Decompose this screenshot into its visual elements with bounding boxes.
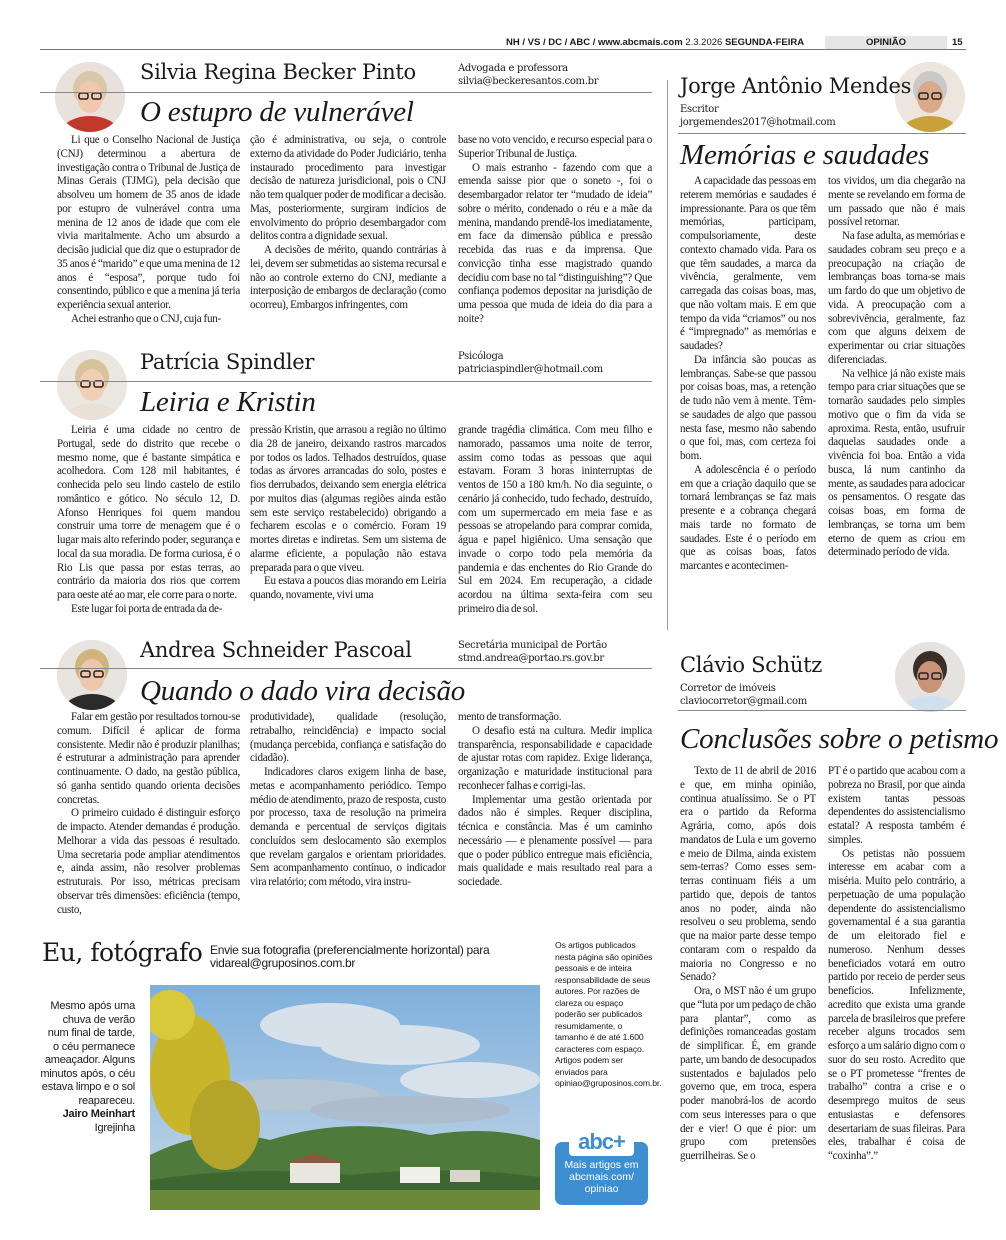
author-name: Patrícia Spindler	[140, 350, 315, 374]
paragraph: Falar em gestão por resultados tornou-se comum. Difícil é aplicar de forma consistente. Medir não é produzir planilhas; é estruturar a administração para aprender continuamente. O dado, na gestão pública, só ganha sentido quando orienta decisões concretas.	[57, 711, 240, 806]
divider	[678, 133, 966, 134]
paragraph: Os petistas não possuem interesse em acabar com a miséria. Muito pelo contrário, a perpetuação de uma população dependente do assistencialismo governamental é a sua garantia de um eleitorado fiel e numeroso. Nenhum desses beneficiados votará em outro partido por receio de perder seus benefícios. Infelizmente, acredito que exista uma grande parcela de brasileiros que prefere receber alguns trocados sem esforço a um salário digno com o suor do seu rosto. Acredito que se o PT prometesse “frentes de trabalho” contra a crise e o desemprego muitos de seus entusiastas e defensores desertariam de suas fileiras. Para eles, trabalhar é coisa de “coxinha”.”	[828, 847, 965, 1162]
publications: NH / VS / DC / ABC / www.abcmais.com	[506, 37, 683, 48]
author-photo	[57, 350, 127, 420]
section-label: OPINIÃO	[825, 36, 947, 49]
author-email[interactable]: silvia@beckeresantos.com.br	[458, 75, 599, 87]
author-role: Advogada e professora	[458, 63, 568, 74]
page-number: 15	[952, 37, 963, 48]
author-credentials	[680, 683, 807, 708]
photo-submission-note: Envie sua fotografia (preferencialmente horizontal) para vidareal@gruposinos.com.br	[210, 943, 490, 970]
paragraph: grande tragédia climática. Com meu filho e namorado, passamos uma noite de terror, assim como todas as pessoas que aqui estavam. Foram 3 horas ininterruptas de ventos de 150 a 180 km/h. No dia seguinte, o cenário já conhecido, tudo fechado, destruído, com um supermercado em meia fase e as pessoas se atropelando para comprar comida, água e papel higiênico. Uma sensação que invade o corpo todo pela memória da pandemia e das enchentes do Rio Grande do Sul em 2024. Em recuperação, a cidade acordou na última sexta-feira com seu primeiro dia de sol.	[458, 424, 652, 615]
paragraph: Ora, o MST não é um grupo que “luta por um pedaço de chão para plantar”, como as definições romanceadas gostam de simplificar. É, em grande parte, um bando de desocupados sustentados e bajulados pelo governo que, em troca, espera poder manobrá-los de acordo com seus interesses para o que der e vier! O que é pior: um grupo com pretensões guerrilheiras. Se o	[680, 985, 816, 1162]
paragraph: Indicadores claros exigem linha de base, metas e acompanhamento periódico. Tempo médio de atendimento, prazo de resposta, custo por processo, taxa de resolução na primeira demanda e percentual de serviços digitais concluídos sem deslocamento são exemplos que revelam gargalos e orientam prioridades. Sem acompanhamento contínuo, o indicador vira relatório; com método, vira instru-	[250, 766, 446, 888]
paragraph: Da infância são poucas as lembranças. Sabe-se que passou por coisas boas, mas, a retenção de tudo não vem à mente. Têm-se saudades de algo que passou nesta fase, mesmo não sabendo o que foi, mas, com certeza foi bom.	[680, 353, 816, 462]
paragraph: Na velhice já não existe mais tempo para criar situações que se tornarão saudades pelo simples motivo que o fim da vida se aproxima. Resta, então, usufruir daquelas saudades onde a vivência foi boa. Então a vida busca, lá num cantinho da mente, as saudades para adocicar os pensamentos. O resgate das coisas boas, em forma de lembranças, se torna um bem eterno de quem as criou em determinado período de vida.	[828, 367, 965, 559]
reader-photo-landscape	[150, 985, 540, 1210]
caption-text: Mesmo após uma chuva de verão num final de tarde, o céu permanece ameaçador. Alguns minutos após, o céu estava limpo e o sol reapareceu.	[40, 1000, 135, 1107]
paragraph: A adolescência é o período em que a criação daquilo que se tornará lembranças se faz mais presente e a cobrança chegará mais tarde no formato de saudades. Este é o período em que as coisas boas, fatos marcantes e acontecimen-	[680, 463, 816, 572]
article-column	[828, 765, 965, 1211]
paragraph: PT é o partido que acabou com a pobreza no Brasil, por que ainda existem tantas pessoas dependentes do assistencialismo estatal? A resposta também é simples.	[828, 765, 965, 846]
author-email[interactable]: claviocorretor@gmail.com	[680, 695, 807, 707]
paragraph: Na fase adulta, as memórias e saudades cobram seu preço e a preocupação na criação de lembranças boas torna-se mais um fardo do que um objetivo de vida. A preocupação com a sobrevivência, geralmente, faz com que alguns deixem de experimentar ou criar situações diferenciadas.	[828, 230, 965, 366]
divider	[40, 92, 652, 93]
opinion-disclaimer: Os artigos publicados nesta página são opiniões pessoais e de inteira responsabilidade de seus autores. Por razões de clareza ou espaço poderão ser publicados resumidamente, o tamanho é de até 1.600 caracteres com espaço. Artigos podem ser enviados para opiniao@gruposinos.com.br.	[555, 940, 662, 1088]
author-email[interactable]: patriciaspindler@hotmail.com	[458, 363, 603, 375]
article-title: Leiria e Kristin	[140, 386, 316, 418]
paragraph: A decisões de mérito, quando contrárias à lei, devem ser submetidas ao sistema recursal e não ao controle externo do CNJ, mediante a interposição de embargos de declaração (como ocorreu), Embargos infringentes, com	[250, 244, 446, 311]
article-column	[250, 711, 446, 921]
paragraph: pressão Kristin, que arrasou a região no último dia 28 de janeiro, deixando rastros marcados por todos os lados. Telhados destruídos, quase todas as árvores arrancadas do solo, postes e fios derrubados, deixando sem energia elétrica por muitos dias (algumas regiões ainda estão sem este serviço restabelecido) obrigando a fecharem escolas e o comércio. Foram 19 mortes diretas e indiretas. Sem um sistema de alarme eficiente, a população não estava preparada para o que viveu.	[250, 424, 446, 574]
author-credentials	[458, 351, 603, 376]
paragraph: base no voto vencido, e recurso especial para o Superior Tribunal de Justiça.	[458, 134, 652, 160]
article-column	[828, 175, 965, 631]
paragraph: A capacidade das pessoas em reterem memórias e saudades é impressionante. Para os que têm memórias, participam, compulsoriamente, deste contexto chamado vida. Para os que têm saudades, a marca da vivência, geralmente, vem carregada das coisas boas, mas, que não voltam mais. E em que tempo da vida “criamos” ou nos é “impregnado” as memórias e saudades?	[680, 175, 816, 352]
divider	[678, 710, 966, 711]
column-divider	[667, 80, 668, 630]
author-photo	[895, 642, 965, 712]
author-photo	[55, 62, 125, 132]
paragraph: O primeiro cuidado é distinguir esforço de impacto. Atender demandas é produção. Melhorar a vida das pessoas é resultado. Uma secretaria pode ampliar atendimentos e, ainda assim, não resolver problemas estruturais. Por isso, métricas precisam observar três dimensões: eficiência (tempo, custo,	[57, 807, 240, 916]
edition-date: 2.3.2026	[685, 37, 723, 48]
author-name: Jorge Antônio Mendes	[680, 74, 912, 98]
article-column	[57, 711, 240, 921]
paragraph: Texto de 11 de abril de 2016 e que, em minha opinião, continua atualíssimo. Se o PT era o partido da Reforma Agrária, como, após dois mandatos de Lula e um governo e meio de Dilma, ainda existem sem-terras? Como esses sem-terras continuam fiéis a um partido que, depois de tantos anos no poder, ainda não resolveu o seu problema, sendo que na maior parte desse tempo contaram com o respaldo da maioria no Congresso e no Senado?	[680, 765, 816, 984]
paragraph: O mais estranho - fazendo com que a emenda saisse pior que o soneto -, foi o desembargador relator ter “mudado de ideia” sobre o mérito, condenado o réu e a mãe da menina, mandando prendê-los imediatamente, em face da dimensão pública e pressão recebida das ruas e da imprensa. Que convicção tinha esse magistrado quando decidiu com base no tal “distinguishing”? Que confiança podemos depositar na jurisdição de uma pessoa que muda de ideia do dia para a noite?	[458, 161, 652, 325]
article-title: O estupro de vulnerável	[140, 96, 414, 128]
header-divider	[40, 49, 966, 50]
paragraph: Eu estava a poucos dias morando em Leiria quando, novamente, vivi uma	[250, 575, 446, 601]
promo-text[interactable]: Mais artigos em abcmais.com/ opiniao	[564, 1159, 639, 1195]
author-photo	[57, 640, 127, 710]
article-column	[458, 134, 652, 344]
photo-caption	[40, 1000, 135, 1135]
article-title: Quando o dado vira decisão	[140, 675, 466, 707]
author-role: Psicóloga	[458, 351, 504, 362]
paragraph: Implementar uma gestão orientada por dados não é simples. Requer disciplina, técnica e constância. Mas é um caminho necessário — e plenamente possível — para que o poder público entregue mais eficiência, mais qualidade e mais resultado real para a sociedade.	[458, 793, 652, 888]
divider	[40, 668, 652, 669]
article-column	[458, 424, 652, 632]
paragraph: Leiria é uma cidade no centro de Portugal, sede do distrito que recebe o mesmo nome, que é bastante simpática e acolhedora. Com 128 mil habitantes, é conhecida pelo seu lindo castelo de estilo romântico e gótico. No século 12, D. Afonso Henriques foi quem mandou construir uma torre de menagem que é o lugar mais alto referindo poder, segurança e local da sua moradia. De forma curiosa, é o Rio Lis que passa por estas terras, ao contrário da maioria dos rios que correm para oeste até ao mar, ele corre para o norte.	[57, 424, 240, 601]
article-column	[57, 424, 240, 632]
author-credentials	[458, 640, 607, 665]
author-role: Corretor de imóveis	[680, 683, 776, 694]
paragraph: tos vividos, um dia chegarão na mente se revelando em forma de um passado que não é mais possível retornar.	[828, 175, 965, 229]
author-name: Clávio Schütz	[680, 653, 823, 677]
abc-logo: abc+	[569, 1130, 634, 1156]
photo-location: Igrejinha	[94, 1121, 135, 1134]
paragraph: Li que o Conselho Nacional de Justiça (CNJ) determinou a abertura de investigação contra o Tribunal de Justiça de Minas Gerais (TJMG), pela decisão que absolveu um homem de 35 anos de idade por estupro de vulnerável contra uma menina de 12 anos de idade que com ele vivia maritalmente. Acho um absurdo a decisão judicial que diz que o estuprador de 35 anos é “marido” e que uma menina de 12 anos é “esposa”, porque tudo foi consentindo, público e que a menina já teria experiência sexual anterior.	[57, 134, 240, 311]
article-column	[57, 134, 240, 344]
paragraph: ção é administrativa, ou seja, o controle externo da atividade do Poder Judiciário, tenha instaurado procedimento para investigar decisão de natureza jurisdicional, pois o CNJ não tem qualquer poder de modificar a decisão. Mas, posteriormente, surgiram indícios de envolvimento do próprio desembargador com delitos contra a dignidade sexual.	[250, 134, 446, 243]
article-column	[680, 765, 816, 1211]
paragraph: Achei estranho que o CNJ, cuja fun-	[71, 312, 221, 325]
abc-promo[interactable]	[555, 1130, 648, 1205]
article-column	[250, 424, 446, 632]
article-column	[680, 175, 816, 631]
weekday: SEGUNDA-FEIRA	[724, 37, 805, 48]
article-title: Conclusões sobre o petismo	[680, 723, 999, 755]
paragraph: produtividade), qualidade (resolução, retrabalho, reincidência) e impacto social (mudança percebida, confiança e satisfação do cidadão).	[250, 711, 446, 765]
divider	[40, 381, 652, 382]
article-title: Memórias e saudades	[680, 139, 930, 171]
author-credentials	[458, 63, 598, 88]
paragraph: mento de transformação.	[458, 711, 562, 723]
author-role: Escritor	[680, 104, 719, 115]
article-column	[250, 134, 446, 344]
author-email[interactable]: stmd.andrea@portao.rs.gov.br	[458, 652, 604, 664]
photographer-name: Jairo Meinhart	[62, 1108, 135, 1120]
paragraph: O desafio está na cultura. Medir implica transparência, responsabilidade e capacidade de ajustar rotas com rapidez. Exige liderança, organização e maturidade institucional para reconhecer falhas e corrigi-las.	[458, 724, 652, 792]
paragraph: Este lugar foi porta de entrada da de-	[71, 602, 223, 615]
author-credentials	[680, 104, 835, 129]
photo-section-title: Eu, fotógrafo	[42, 938, 203, 967]
article-column	[458, 711, 652, 921]
author-role: Secretária municipal de Portão	[458, 640, 607, 651]
author-name: Andrea Schneider Pascoal	[140, 638, 412, 662]
page-header	[500, 36, 970, 50]
author-name: Silvia Regina Becker Pinto	[140, 60, 416, 84]
author-email[interactable]: jorgemendes2017@hotmail.com	[680, 116, 836, 128]
